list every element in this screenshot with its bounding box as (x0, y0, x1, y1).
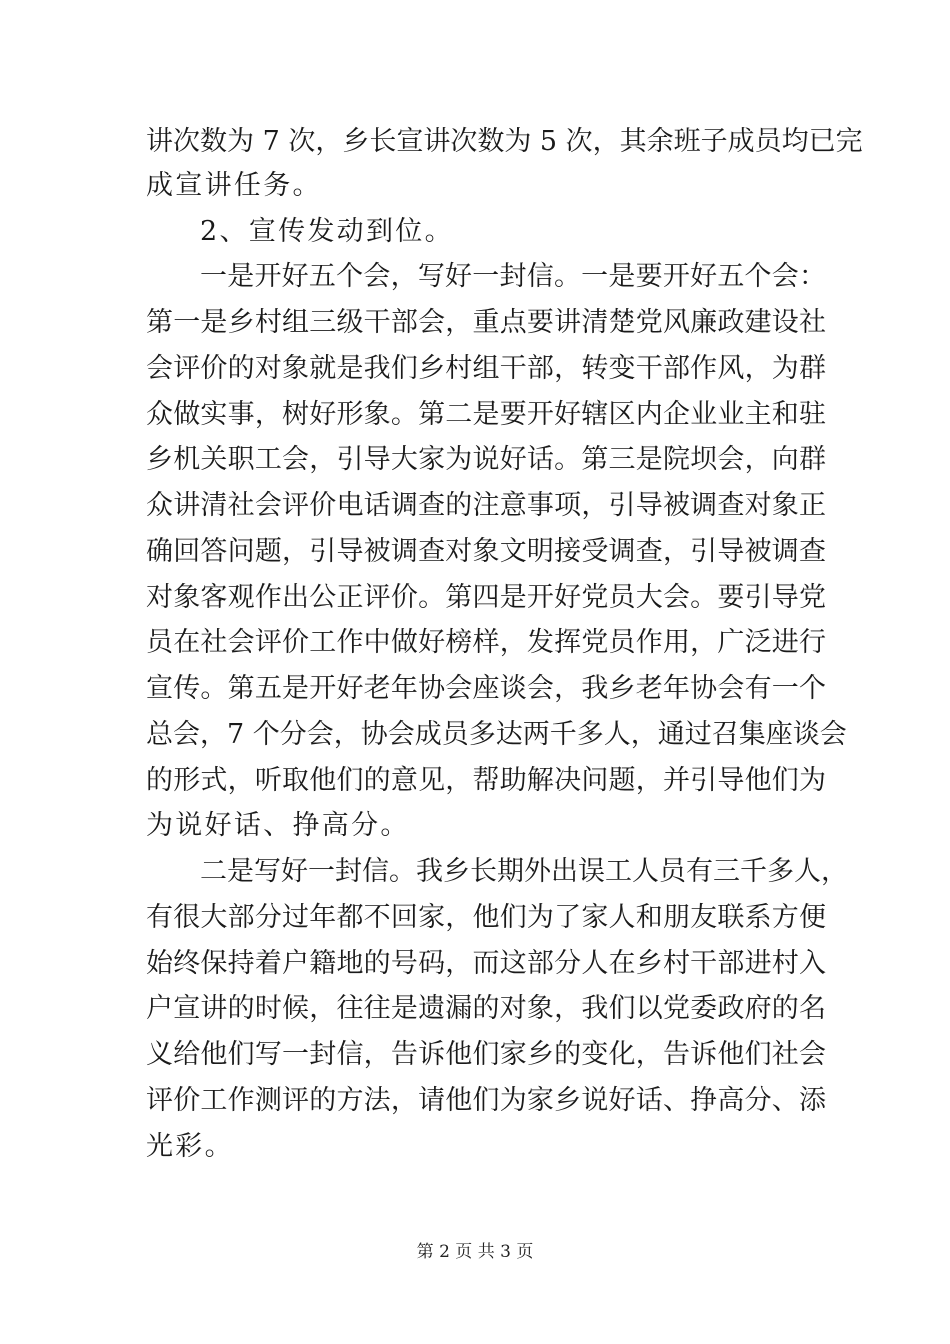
paragraph-2-line: 评价工作测评的方法，请他们为家乡说好话、挣高分、添 (146, 1085, 826, 1116)
paragraph-1-line: 确回答问题，引导被调查对象文明接受调查，引导被调查 (146, 536, 826, 567)
paragraph-1-line: 乡机关职工会，引导大家为说好话。第三是院坝会，向群 (146, 444, 826, 475)
paragraph-1-line: 众做实事，树好形象。第二是要开好辖区内企业业主和驻 (146, 399, 826, 430)
paragraph-2-last-line: 光彩。 (146, 1131, 234, 1162)
paragraph-1-first-line: 一是开好五个会，写好一封信。一是要开好五个会： (200, 261, 826, 292)
section-heading: 2、宣传发动到位。 (200, 216, 454, 247)
paragraph-2-line: 义给他们写一封信，告诉他们家乡的变化，告诉他们社会 (146, 1039, 826, 1070)
paragraph-1-line: 对象客观作出公正评价。第四是开好党员大会。要引导党 (146, 582, 826, 613)
text-line-2: 成宣讲任务。 (146, 170, 322, 201)
page-number-footer: 第 2 页 共 3 页 (416, 1242, 534, 1262)
paragraph-1-line: 员在社会评价工作中做好榜样，发挥党员作用，广泛进行 (146, 627, 826, 658)
paragraph-2-first-line: 二是写好一封信。我乡长期外出误工人员有三千多人， (200, 856, 848, 887)
text-line-1: 讲次数为 7 次，乡长宣讲次数为 5 次，其余班子成员均已完 (146, 126, 863, 157)
paragraph-2-line: 始终保持着户籍地的号码，而这部分人在乡村干部进村入 (146, 948, 826, 979)
paragraph-1-last-line: 为说好话、挣高分。 (146, 810, 410, 841)
paragraph-2-line: 有很大部分过年都不回家，他们为了家人和朋友联系方便 (146, 902, 826, 933)
paragraph-1-line: 众讲清社会评价电话调查的注意事项，引导被调查对象正 (146, 490, 826, 521)
paragraph-1-line: 的形式，听取他们的意见，帮助解决问题，并引导他们为 (146, 765, 826, 796)
paragraph-1-line: 会评价的对象就是我们乡村组干部，转变干部作风，为群 (146, 353, 826, 384)
paragraph-1-line: 总会，7 个分会，协会成员多达两千多人，通过召集座谈会 (146, 719, 847, 750)
paragraph-2-line: 户宣讲的时候，往往是遗漏的对象，我们以党委政府的名 (146, 993, 826, 1024)
paragraph-1-line: 宣传。第五是开好老年协会座谈会，我乡老年协会有一个 (146, 673, 826, 704)
paragraph-1-line: 第一是乡村组三级干部会，重点要讲清楚党风廉政建设社 (146, 307, 826, 338)
